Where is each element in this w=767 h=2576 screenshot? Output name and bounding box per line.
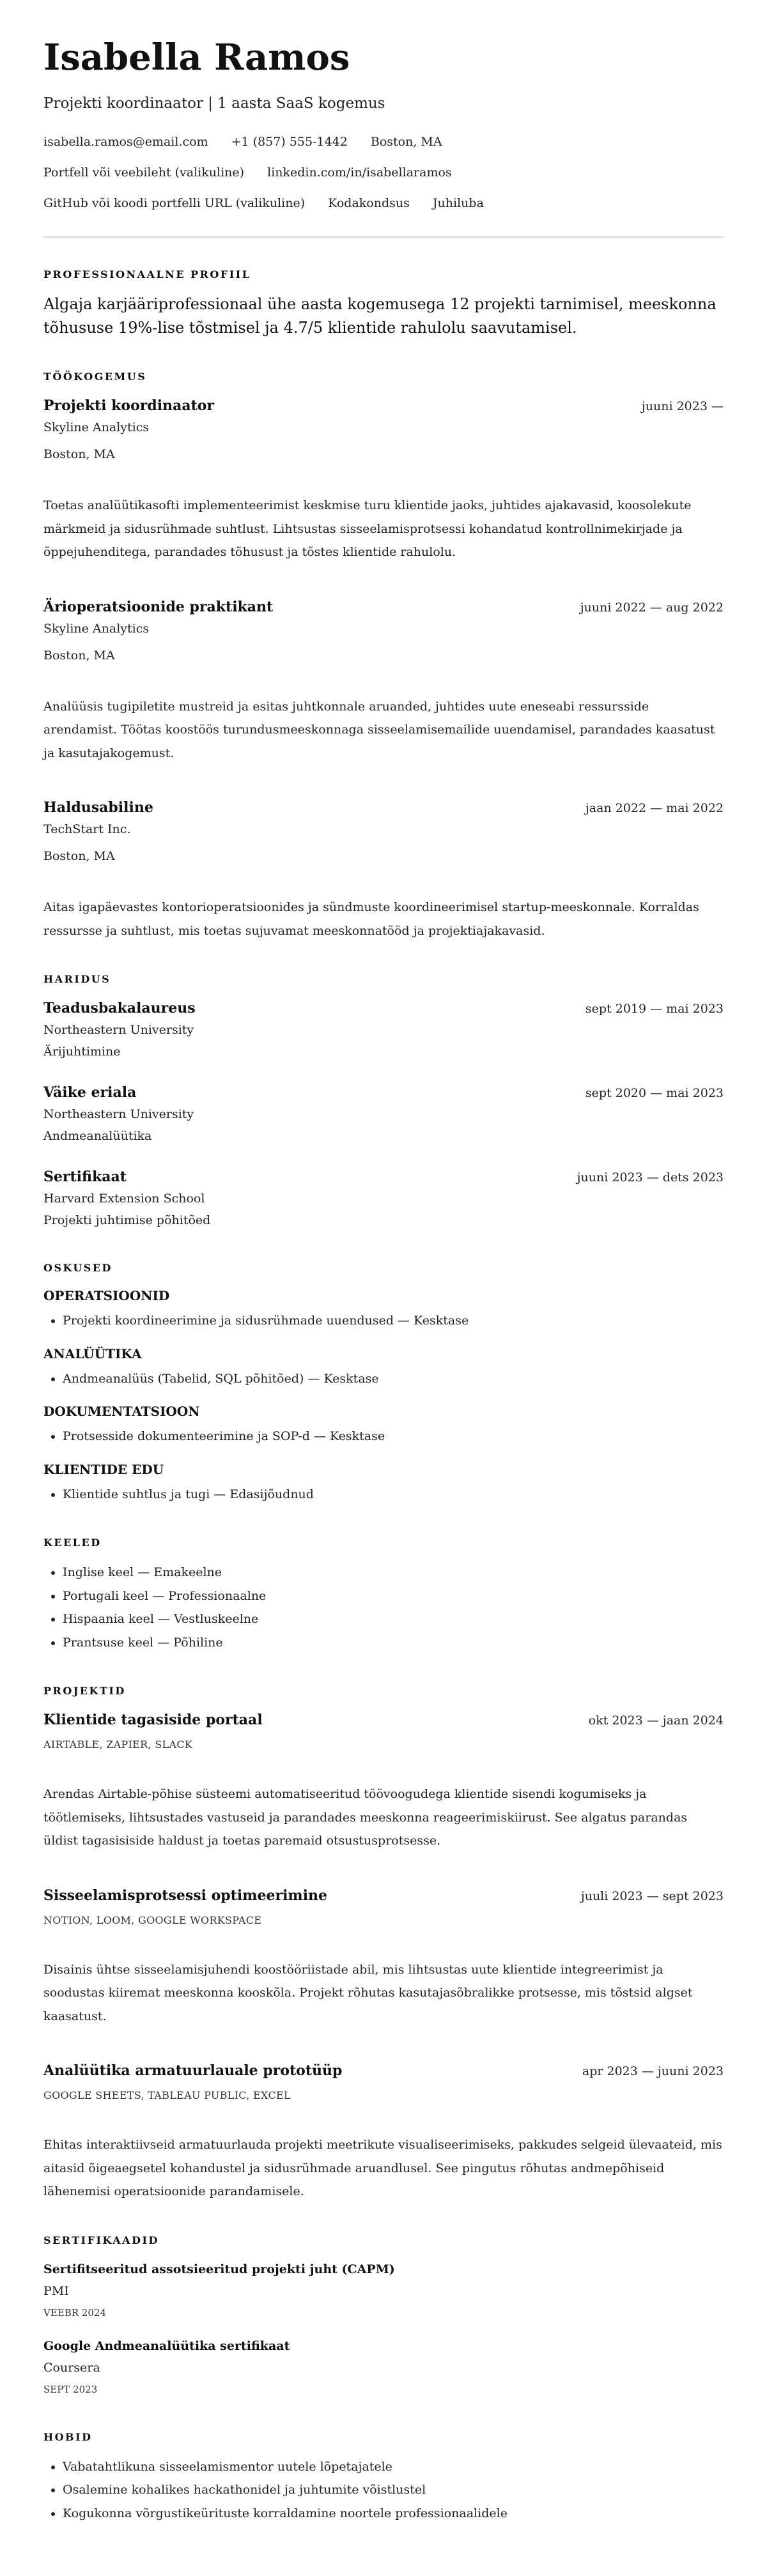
company-name: TechStart Inc. — [43, 822, 131, 836]
section-title: PROFESSIONAALNE PROFIIL — [43, 268, 251, 280]
entry-header — [43, 797, 724, 818]
education-entry — [43, 1082, 724, 1147]
job-title: Ärioperatsioonide praktikant — [43, 598, 274, 615]
certification-name: Google Andmeanalüütika sertifikaat — [43, 2338, 290, 2353]
project-name: Analüütika armatuurlauale prototüüp — [43, 2062, 343, 2079]
degree: Sertifikaat — [43, 1169, 127, 1185]
contact-row — [43, 188, 724, 218]
field-of-study: Ärijuhtimine — [43, 1045, 121, 1059]
entry-header — [43, 1082, 724, 1103]
project-tech-stack: NOTION, LOOM, GOOGLE WORKSPACE — [43, 1913, 262, 1926]
language-item: • Hispaania keel — Vestluskeelne — [63, 1607, 724, 1631]
experience-section — [43, 371, 724, 942]
header-divider — [43, 236, 724, 238]
profile-summary: Algaja karjääriprofessionaal ühe aasta kogemusega 12 projekti tarnimisel, meeskonna tõhususe 19%-lise tõstmisel ja 4.7/5 klientide rahulolu saavutamisel. — [43, 295, 717, 337]
section-title: HOBID — [43, 2430, 93, 2443]
headline: Projekti koordinaator | 1 aasta SaaS kogemus — [43, 95, 385, 112]
languages-list — [43, 1561, 724, 1654]
certification-issuer: Coursera — [43, 2360, 100, 2375]
contact-row — [43, 157, 724, 188]
language-item: • Portugali keel — Professionaalne — [63, 1584, 724, 1608]
certification-date: SEPT 2023 — [43, 2383, 98, 2395]
certification-entry — [43, 2335, 724, 2400]
project-entry — [43, 2060, 724, 2204]
project-dates: juuli 2023 — sept 2023 — [580, 1889, 724, 1903]
entry-header — [43, 1709, 724, 1731]
certification-name: Sertifitseeritud assotsieeritud projekti juht (CAPM) — [43, 2262, 395, 2276]
job-title: Haldusabiline — [43, 799, 153, 816]
job-location: Boston, MA — [43, 447, 115, 461]
project-entry — [43, 1885, 724, 2028]
email-link[interactable]: isabella.ramos@email.com — [43, 135, 208, 149]
linkedin-link[interactable]: linkedin.com/in/isabellaramos — [267, 165, 452, 180]
certification-entry — [43, 2258, 724, 2324]
skill-category: KLIENTIDE EDU — [43, 1461, 164, 1477]
skill-category: ANALÜÜTIKA — [43, 1346, 142, 1361]
languages-section — [43, 1537, 724, 1654]
skill-group — [43, 1344, 724, 1391]
section-title: SERTIFIKAADID — [43, 2234, 159, 2246]
github-link[interactable]: GitHub või koodi portfelli URL (valikuline) — [43, 196, 306, 210]
skill-category: DOKUMENTATSIOON — [43, 1404, 200, 1419]
school-name: Northeastern University — [43, 1023, 194, 1037]
section-title: PROJEKTID — [43, 1685, 126, 1697]
education-section — [43, 973, 724, 1231]
skill-list — [43, 1309, 724, 1333]
hobbies-list — [43, 2455, 724, 2526]
company-name: Skyline Analytics — [43, 420, 150, 434]
job-title: Projekti koordinaator — [43, 397, 215, 414]
section-title: OSKUSED — [43, 1262, 112, 1274]
skill-item: • Projekti koordineerimine ja sidusrühmade uuendused — Kesktase — [63, 1309, 724, 1333]
project-entry — [43, 1709, 724, 1853]
project-tech-stack: GOOGLE SHEETS, TABLEAU PUBLIC, EXCEL — [43, 2089, 291, 2101]
school-name: Harvard Extension School — [43, 1192, 205, 1206]
job-description: Aitas igapäevastes kontorioperatsioonides ja sündmuste koordineerimisel startup-meeskonnale. Korraldas ressursse ja suhtlust, mis toetas sujuvamat meeskonnatööd ja projektiajakavasid. — [43, 900, 699, 938]
project-description: Ehitas interaktiivseid armatuurlauda projekti meetrikute visualiseerimiseks, pakkudes selgeid ülevaateid, mis aitasid õigeaegsetel kohandustel ja sidusrühmade aruandlusel. See pingutus rõhutas andmepõhiseid lähenemisi operatsioonide parandamisele. — [43, 2138, 722, 2198]
project-description: Arendas Airtable-põhise süsteemi automatiseeritud töövoogudega klientide sisendi kogumiseks ja töötlemiseks, lihtsustades vastuseid ja parandades meeskonna reageerimiskiirust. See algatus parandas üldist tagasisiside haldust ja toetas paremaid otsustusprotsesse. — [43, 1787, 688, 1848]
project-description: Disainis ühtse sisseelamisjuhendi koostööriistade abil, mis lihtsustas uute klientide integreerimist ja soodustas kiiremat meeskonna kooskõla. Projekt rõhutas kasutajasõbralikke protsesse, mis tõstsid algset kaasatust. — [43, 1962, 693, 2023]
project-dates: okt 2023 — jaan 2024 — [588, 1713, 724, 1728]
hobby-item: • Vabatahtlikuna sisseelamismentor uutele lõpetajatele — [63, 2455, 724, 2479]
language-item: • Inglise keel — Emakeelne — [63, 1561, 724, 1584]
project-name: Sisseelamisprotsessi optimeerimine — [43, 1887, 328, 1904]
portfolio-link[interactable]: Portfell või veebileht (valikuline) — [43, 165, 245, 180]
job-description: Toetas analüütikasofti implementeerimist keskmise turu klientide jaoks, juhtides ajakavasid, koosolekute märkmeid ja sidusrühmade suhtlust. Lihtsustas sisseelamisprotsessi kohandatud kontrollnimekirjade ja õppejuhenditega, parandades tõhusust ja tõstes klientide rahulolu. — [43, 498, 692, 559]
section-title: KEELED — [43, 1537, 102, 1549]
certification-date: VEEBR 2024 — [43, 2306, 106, 2319]
experience-entry — [43, 395, 724, 564]
company-name: Skyline Analytics — [43, 621, 150, 636]
hobby-item: • Kogukonna võrgustikeürituste korraldamine noortele professionaalidele — [63, 2502, 724, 2526]
job-dates: juuni 2022 — aug 2022 — [580, 600, 724, 615]
section-title: HARIDUS — [43, 973, 111, 985]
job-dates: jaan 2022 — mai 2022 — [585, 801, 724, 815]
entry-header — [43, 1166, 724, 1188]
school-name: Northeastern University — [43, 1107, 194, 1121]
entry-header — [43, 1885, 724, 1906]
field-of-study: Projekti juhtimise põhitõed — [43, 1213, 211, 1227]
skill-group — [43, 1402, 724, 1448]
hobbies-section — [43, 2431, 724, 2526]
project-dates: apr 2023 — juuni 2023 — [582, 2064, 724, 2078]
education-dates: sept 2020 — mai 2023 — [585, 1086, 724, 1100]
entry-header — [43, 997, 724, 1019]
drivers-license: Juhiluba — [432, 196, 484, 210]
candidate-name: Isabella Ramos — [43, 36, 350, 79]
education-entry — [43, 1166, 724, 1231]
skill-item: • Protsesside dokumenteerimine ja SOP-d — Kesktase — [63, 1425, 724, 1448]
project-name: Klientide tagasiside portaal — [43, 1712, 263, 1728]
entry-header — [43, 596, 724, 618]
citizenship: Kodakondsus — [328, 196, 410, 210]
job-dates: juuni 2023 — — [641, 399, 724, 413]
skill-list — [43, 1367, 724, 1391]
skills-section — [43, 1262, 724, 1506]
skill-list — [43, 1483, 724, 1506]
degree: Väike eriala — [43, 1084, 137, 1101]
entry-header — [43, 2060, 724, 2082]
contact-info — [43, 126, 724, 218]
job-description: Analüüsis tugipiletite mustreid ja esitas juhtkonnale aruanded, juhtides uute eneseabi ressursside arendamist. Töötas koostöös turundusmeeskonnaga sisseelamisemailide uuendamisel, parandades kaasatust ja kasutajakogemust. — [43, 699, 715, 760]
contact-row — [43, 126, 724, 157]
field-of-study: Andmeanalüütika — [43, 1129, 152, 1143]
experience-entry — [43, 596, 724, 765]
profile-section — [43, 268, 724, 340]
hobby-item: • Osalemine kohalikes hackathonidel ja juhtumite võistlustel — [63, 2478, 724, 2502]
education-dates: juuni 2023 — dets 2023 — [577, 1170, 724, 1184]
language-item: • Prantsuse keel — Põhiline — [63, 1631, 724, 1655]
section-title: TÖÖKOGEMUS — [43, 371, 147, 383]
certification-issuer: PMI — [43, 2283, 69, 2298]
skill-category: OPERATSIOONID — [43, 1288, 170, 1303]
phone: +1 (857) 555-1442 — [231, 135, 348, 149]
skill-group — [43, 1286, 724, 1333]
education-entry — [43, 997, 724, 1062]
education-dates: sept 2019 — mai 2023 — [585, 1002, 724, 1016]
experience-entry — [43, 797, 724, 942]
entry-header — [43, 395, 724, 417]
resume-header — [43, 37, 724, 238]
degree: Teadusbakalaureus — [43, 1000, 196, 1016]
skill-list — [43, 1425, 724, 1448]
job-location: Boston, MA — [43, 849, 115, 863]
job-location: Boston, MA — [43, 648, 115, 663]
skill-item: • Andmeanalüüs (Tabelid, SQL põhitõed) — Kesktase — [63, 1367, 724, 1391]
projects-section — [43, 1685, 724, 2204]
certifications-section — [43, 2234, 724, 2400]
skill-group — [43, 1460, 724, 1506]
skill-item: • Klientide suhtlus ja tugi — Edasijõudnud — [63, 1483, 724, 1506]
location: Boston, MA — [370, 135, 442, 149]
project-tech-stack: AIRTABLE, ZAPIER, SLACK — [43, 1738, 193, 1751]
